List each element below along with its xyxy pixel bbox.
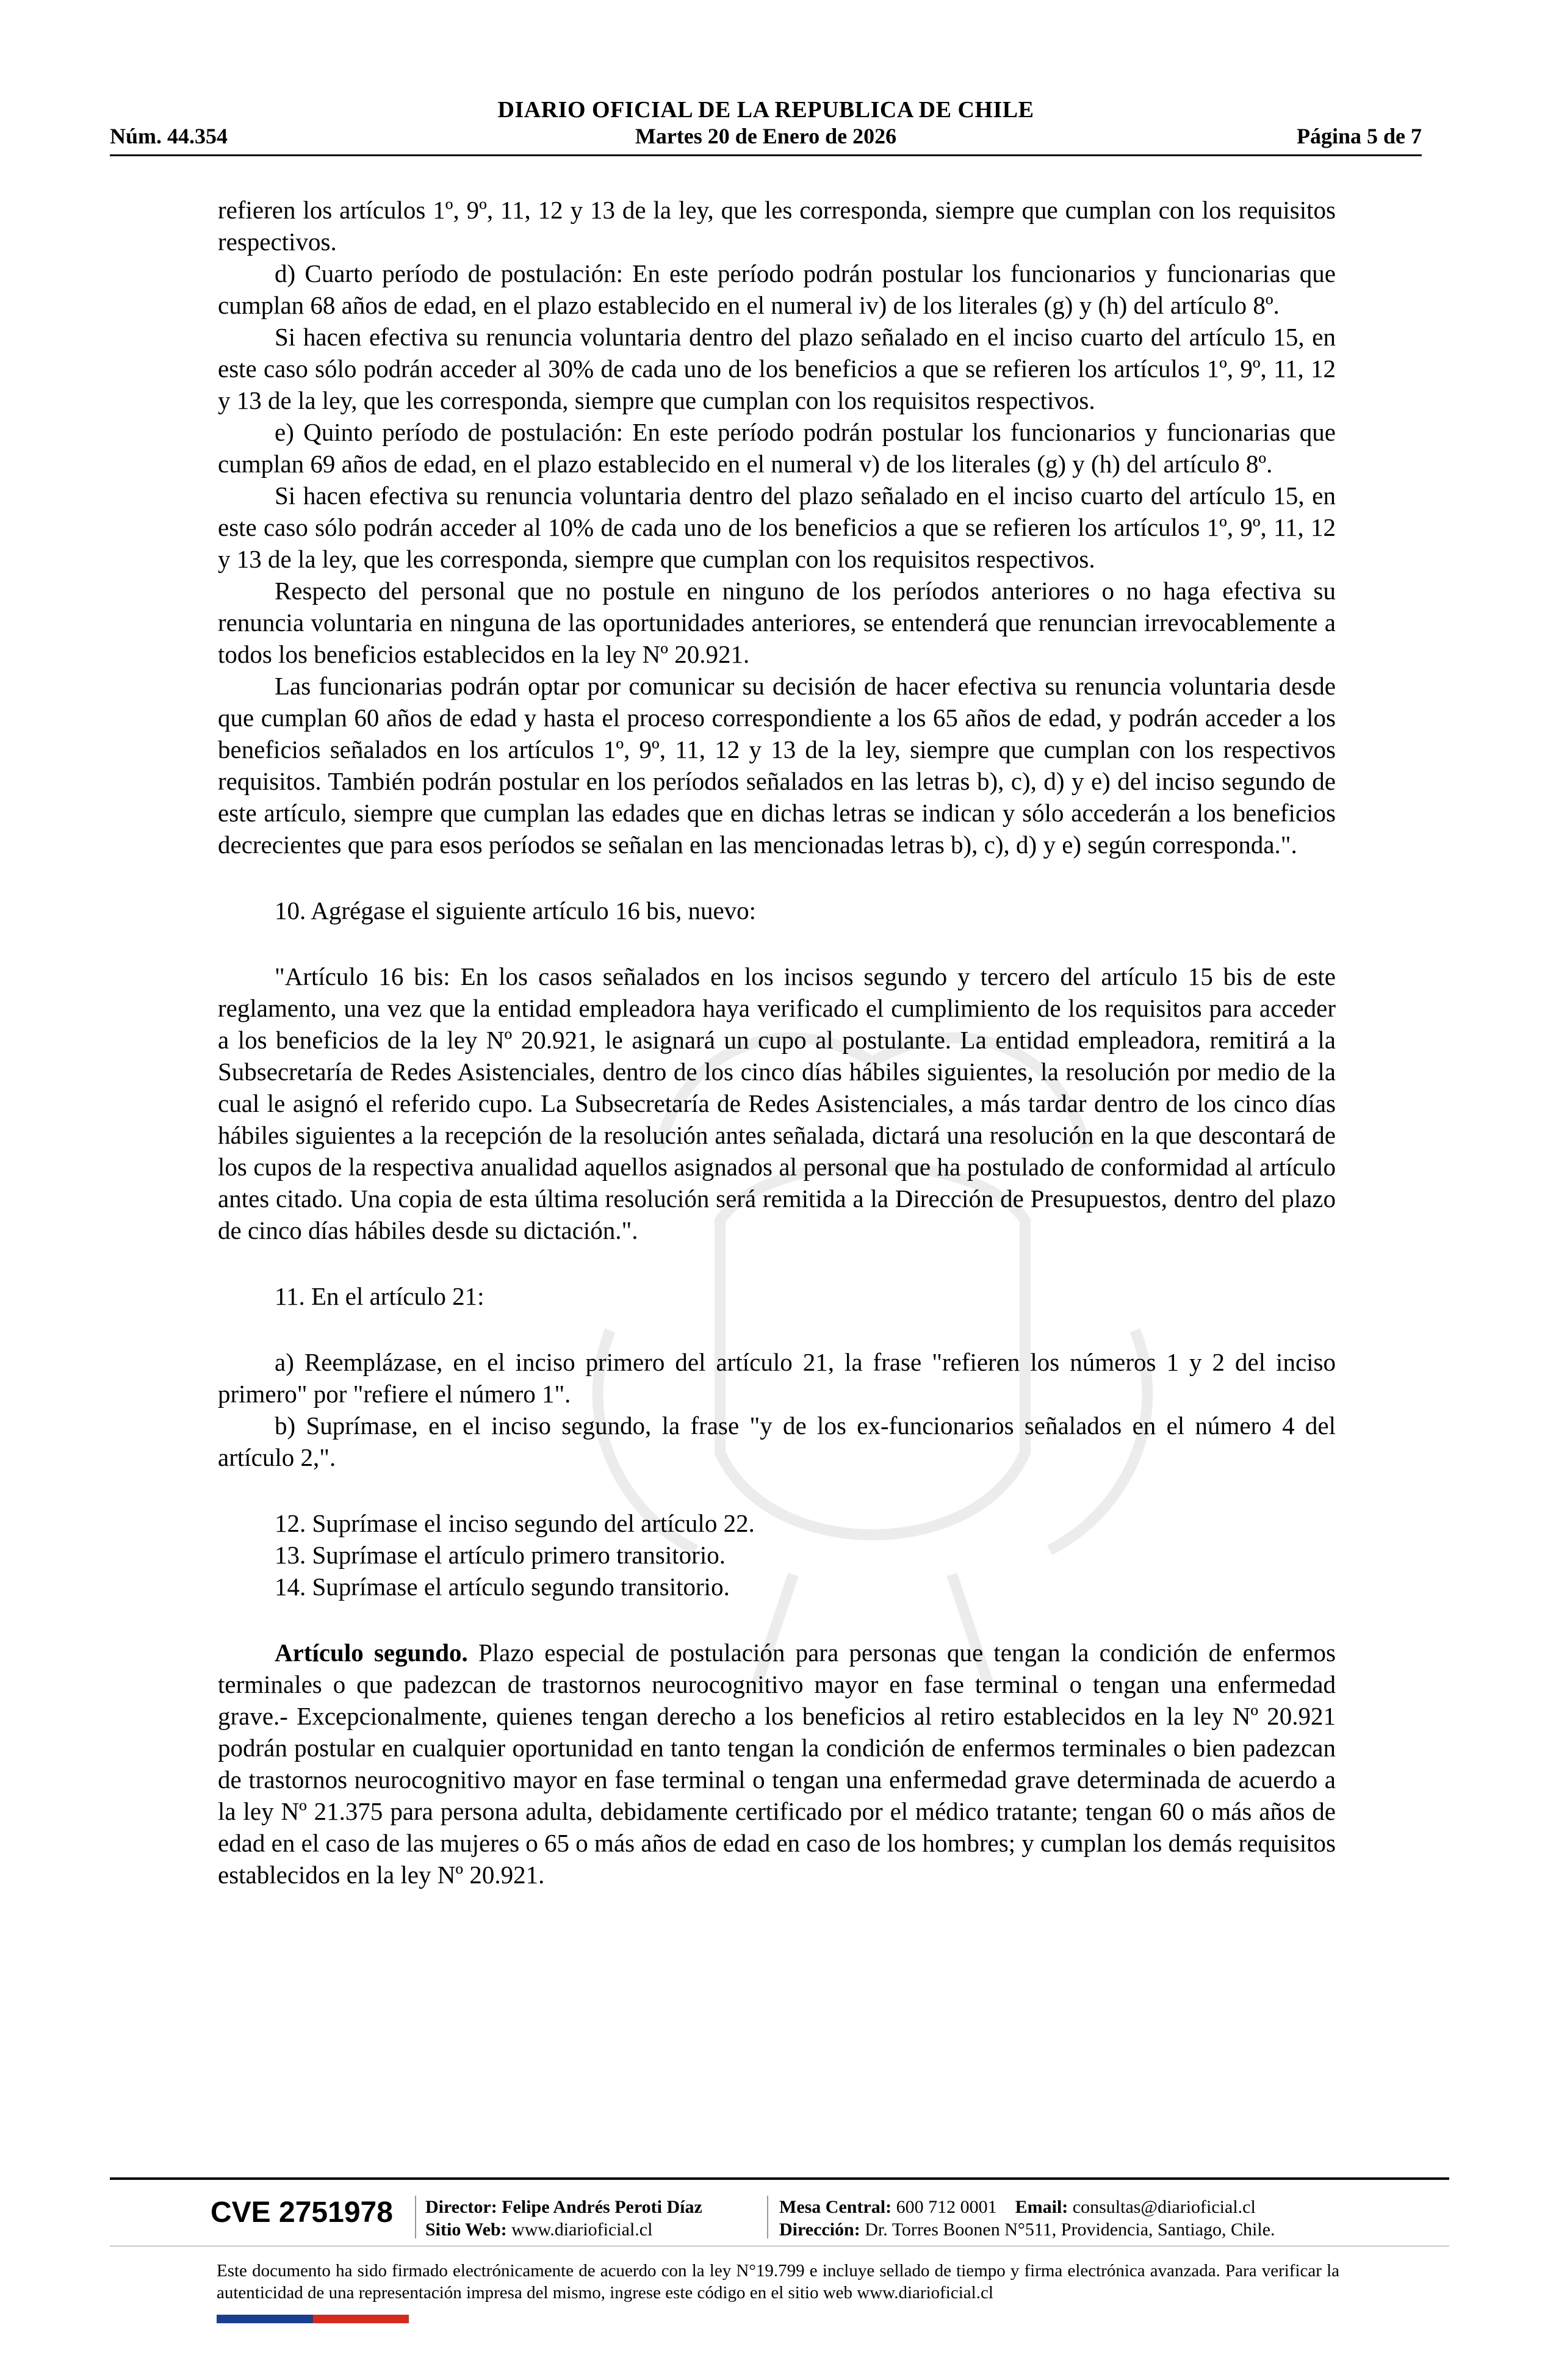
footer-divider	[110, 2177, 1449, 2180]
article-heading: Artículo segundo.	[275, 1639, 468, 1667]
footer-contact-block: Mesa Central: 600 712 0001 Email: consultas@diarioficial.cl Dirección: Dr. Torres Boonen N°511, Providencia, Santiago, Chile.	[779, 2197, 1275, 2240]
flag-color-bar	[217, 2315, 409, 2323]
flag-bar-segment	[361, 2315, 409, 2323]
amendment-item: 10. Agrégase el siguiente artículo 16 bis, nuevo:	[275, 896, 757, 925]
amendment-item: 11. En el artículo 21:	[275, 1282, 484, 1310]
flag-bar-segment	[313, 2315, 361, 2323]
paragraph: e) Quinto período de postulación: En este período podrán postular los funcionarios y funcionarias que cumplan 69 años de edad, en el plazo establecido en el numeral v) de los literales (g) y (h) del artículo 8º.	[218, 418, 1336, 478]
paragraph: Si hacen efectiva su renuncia voluntaria dentro del plazo señalado en el inciso cuarto del artículo 15, en este caso sólo podrán acceder al 30% de cada uno de los beneficios a que se refieren los artículos 1º, 9º, 11, 12 y 13 de la ley, que les corresponda, siempre que cumplan con los requisitos respectivos.	[218, 323, 1336, 414]
header-divider	[110, 154, 1422, 156]
amendment-item: 13. Suprímase el artículo primero transitorio.	[275, 1541, 726, 1569]
footer-separator	[415, 2196, 416, 2238]
flag-bar-segment	[217, 2315, 265, 2323]
page-number: Página 5 de 7	[1296, 124, 1422, 148]
website-link[interactable]: www.diarioficial.cl	[511, 2220, 653, 2240]
paragraph: "Artículo 16 bis: En los casos señalados en los incisos segundo y tercero del artículo 15 bis de este reglamento, una vez que la entidad empleadora haya verificado el cumplimiento de los requisitos para acceder a los beneficios de la ley Nº 20.921, le asignará un cupo al postulante. La entidad empleadora, remitirá a la Subsecretaría de Redes Asistenciales, dentro de los cinco días hábiles siguientes, la resolución por medio de la cual le asignó el referido cupo. La Subsecretaría de Redes Asistenciales, a más tardar dentro de los cinco días hábiles siguientes a la recepción de la resolución antes señalada, dictará una resolución en la que descontará de los cupos de la respectiva anualidad aquellos asignados al personal que ha postulado de conformidad al artículo antes citado. Una copia de esta última resolución será remitida a la Dirección de Presupuestos, dentro del plazo de cinco días hábiles desde su dictación.".	[218, 962, 1336, 1244]
footer-separator	[767, 2196, 768, 2238]
paragraph: Las funcionarias podrán optar por comunicar su decisión de hacer efectiva su renuncia voluntaria desde que cumplan 60 años de edad y hasta el proceso correspondiente a los 65 años de edad, y podrán acceder a los beneficios señalados en los artículos 1º, 9º, 11, 12 y 13 de la ley, siempre que cumplan con los respectivos requisitos. También podrán postular en los períodos señalados en las letras b), c), d) y e) del inciso segundo de este artículo, siempre que cumplan las edades que en dichas letras se indican y sólo accederán a los beneficios decrecientes que para esos períodos se señalan en las mencionadas letras b), c), d) y e) según corresponda.".	[218, 672, 1336, 859]
paragraph: Si hacen efectiva su renuncia voluntaria dentro del plazo señalado en el inciso cuarto del artículo 15, en este caso sólo podrán acceder al 10% de cada uno de los beneficios a que se refieren los artículos 1º, 9º, 11, 12 y 13 de la ley, que les corresponda, siempre que cumplan con los requisitos respectivos.	[218, 481, 1336, 573]
footer-director-block: Director: Felipe Andrés Peroti Díaz Sitio Web: www.diarioficial.cl	[425, 2197, 702, 2240]
paragraph: Respecto del personal que no postule en ninguno de los períodos anteriores o no haga efectiva su renuncia voluntaria en ninguna de las oportunidades anteriores, se entenderá que renuncian irrevocablemente a todos los beneficios establecidos en la ley Nº 20.921.	[218, 577, 1336, 668]
page-header	[110, 92, 1422, 159]
issue-date: Martes 20 de Enero de 2026	[635, 124, 897, 148]
cve-code: CVE 2751978	[211, 2196, 393, 2229]
paragraph: a) Reemplázase, en el inciso primero del artículo 21, la frase "refieren los números 1 y 2 del inciso primero" por "refiere el número 1".	[218, 1348, 1336, 1408]
page-footer	[110, 2177, 1449, 2330]
newspaper-title: DIARIO OFICIAL DE LA REPUBLICA DE CHILE	[497, 97, 1034, 123]
amendment-item: 12. Suprímase el inciso segundo del artículo 22.	[275, 1509, 755, 1537]
article-text: Plazo especial de postulación para personas que tengan la condición de enfermos terminales o que padezcan de trastornos neurocognitivo mayor en fase terminal o tengan una enfermedad grave.- Excepcionalmente, quienes tengan derecho a los beneficios al retiro establecidos en la ley Nº 20.921 podrán postular en cualquier oportunidad en tanto tengan la condición de enfermos terminales o bien padezcan de trastornos neurocognitivo mayor en fase terminal o tengan una enfermedad grave determinada de acuerdo a la ley Nº 21.375 para persona adulta, debidamente certificado por el médico tratante; tengan 60 o más años de edad en el caso de las mujeres o 65 o más años de edad en caso de los hombres; y cumplan los demás requisitos establecidos en la ley Nº 20.921.	[218, 1639, 1336, 1889]
amendment-item: 14. Suprímase el artículo segundo transitorio.	[275, 1573, 730, 1601]
email-link[interactable]: consultas@diarioficial.cl	[1072, 2197, 1256, 2217]
paragraph: b) Suprímase, en el inciso segundo, la frase "y de los ex-funcionarios señalados en el número 4 del artículo 2,".	[218, 1412, 1336, 1471]
article-paragraph	[218, 1637, 1336, 1891]
paragraph: refieren los artículos 1º, 9º, 11, 12 y 13 de la ley, que les corresponda, siempre que cumplan con los requisitos respectivos.	[218, 196, 1336, 256]
issue-number: Núm. 44.354	[110, 124, 228, 148]
signature-note: Este documento ha sido firmado electrónicamente de acuerdo con la ley N°19.799 e incluye sellado de tiempo y firma electrónica avanzada. Para verificar la autenticidad de una representación impresa del mismo, ingrese este código en el sitio web www.diarioficial.cl	[217, 2261, 1339, 2302]
document-body	[218, 194, 1336, 1891]
flag-bar-segment	[265, 2315, 313, 2323]
address: Dr. Torres Boonen N°511, Providencia, Santiago, Chile.	[865, 2220, 1275, 2240]
director-name: Felipe Andrés Peroti Díaz	[502, 2197, 702, 2217]
phone-number: 600 712 0001	[896, 2197, 997, 2217]
paragraph: d) Cuarto período de postulación: En este período podrán postular los funcionarios y funcionarias que cumplan 68 años de edad, en el plazo establecido en el numeral iv) de los literales (g) y (h) del artículo 8º.	[218, 259, 1336, 319]
